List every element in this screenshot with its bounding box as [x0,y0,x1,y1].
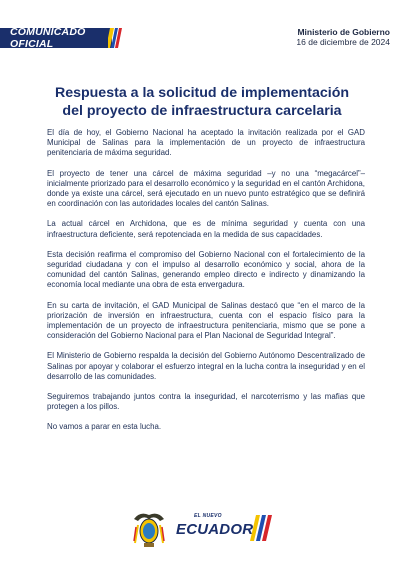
paragraph: El proyecto de tener una cárcel de máxima seguridad –y no una “megacárcel”– inicialmente priorizado para el desarrollo económico y la seguridad en el cantón Archidona, donde ya existe una cárcel, será ejecutado en un nuevo punto estratégico que se definirá en coordinación con las autoridades locales del cantón Salinas. [47,168,366,209]
release-date: 16 de diciembre de 2024 [296,37,390,47]
paragraph: El Ministerio de Gobierno respalda la decisión del Gobierno Autónomo Descentralizado de Salinas por apoyar y colaborar el esfuerzo integral en la lucha contra la inseguridad y en el desarrollo de las comunidades. [47,351,365,381]
flag-stripes-icon [250,515,274,541]
paragraph: En su carta de invitación, el GAD Municipal de Salinas destacó que “en el marco de la priorización de inversión en infraestructura, cuenta con el espacio físico para la implementación de un proyecto de infraestructura penitenciaria, mismo que se pone a consideración del Gobierno Nacional para el Plan Nacional de Seguridad Integral”. [47,300,365,341]
coat-of-arms-icon [130,509,168,551]
ministry-block [296,27,390,47]
title-line-2: del proyecto de infraestructura carcelaria [62,103,342,119]
brand-name: ECUADOR [176,521,254,538]
paragraph: La actual cárcel en Archidona, que es de mínima seguridad y cuenta con una infraestructura deficiente, será repotenciada en la medida de sus capacidades. [47,219,365,239]
ministry-name: Ministerio de Gobierno [297,27,390,37]
official-communique-badge [0,28,120,48]
paragraph: El día de hoy, el Gobierno Nacional ha aceptado la invitación realizada por el GAD Municipal de Salinas para la implementación de un proyecto de infraestructura penitenciaria de máxima seguridad. [47,128,365,158]
footer [0,505,404,555]
brand-tagline: EL NUEVO [194,513,222,519]
badge-label: COMUNICADO OFICIAL [0,28,112,48]
document-title [0,84,404,120]
document-body [47,128,365,443]
el-nuevo-ecuador-logo [176,513,286,547]
paragraph: No vamos a parar en esta lucha. [47,422,162,432]
flag-stripes-icon [108,28,124,48]
title-line-1: Respuesta a la solicitud de implementación [54,85,350,101]
paragraph: Seguiremos trabajando juntos contra la inseguridad, el narcoterrismo y las mafias que protegen a los pillos. [47,392,365,412]
header [0,0,404,60]
paragraph: Esta decisión reafirma el compromiso del Gobierno Nacional con el fortalecimiento de la seguridad ciudadana y con el impulso al desarrollo económico y social, ahora de la comunidad del cantón Salinas, generando empleo directo e indirecto y dinamizando la economía local mediante una obra de esta envergadura. [47,249,365,290]
